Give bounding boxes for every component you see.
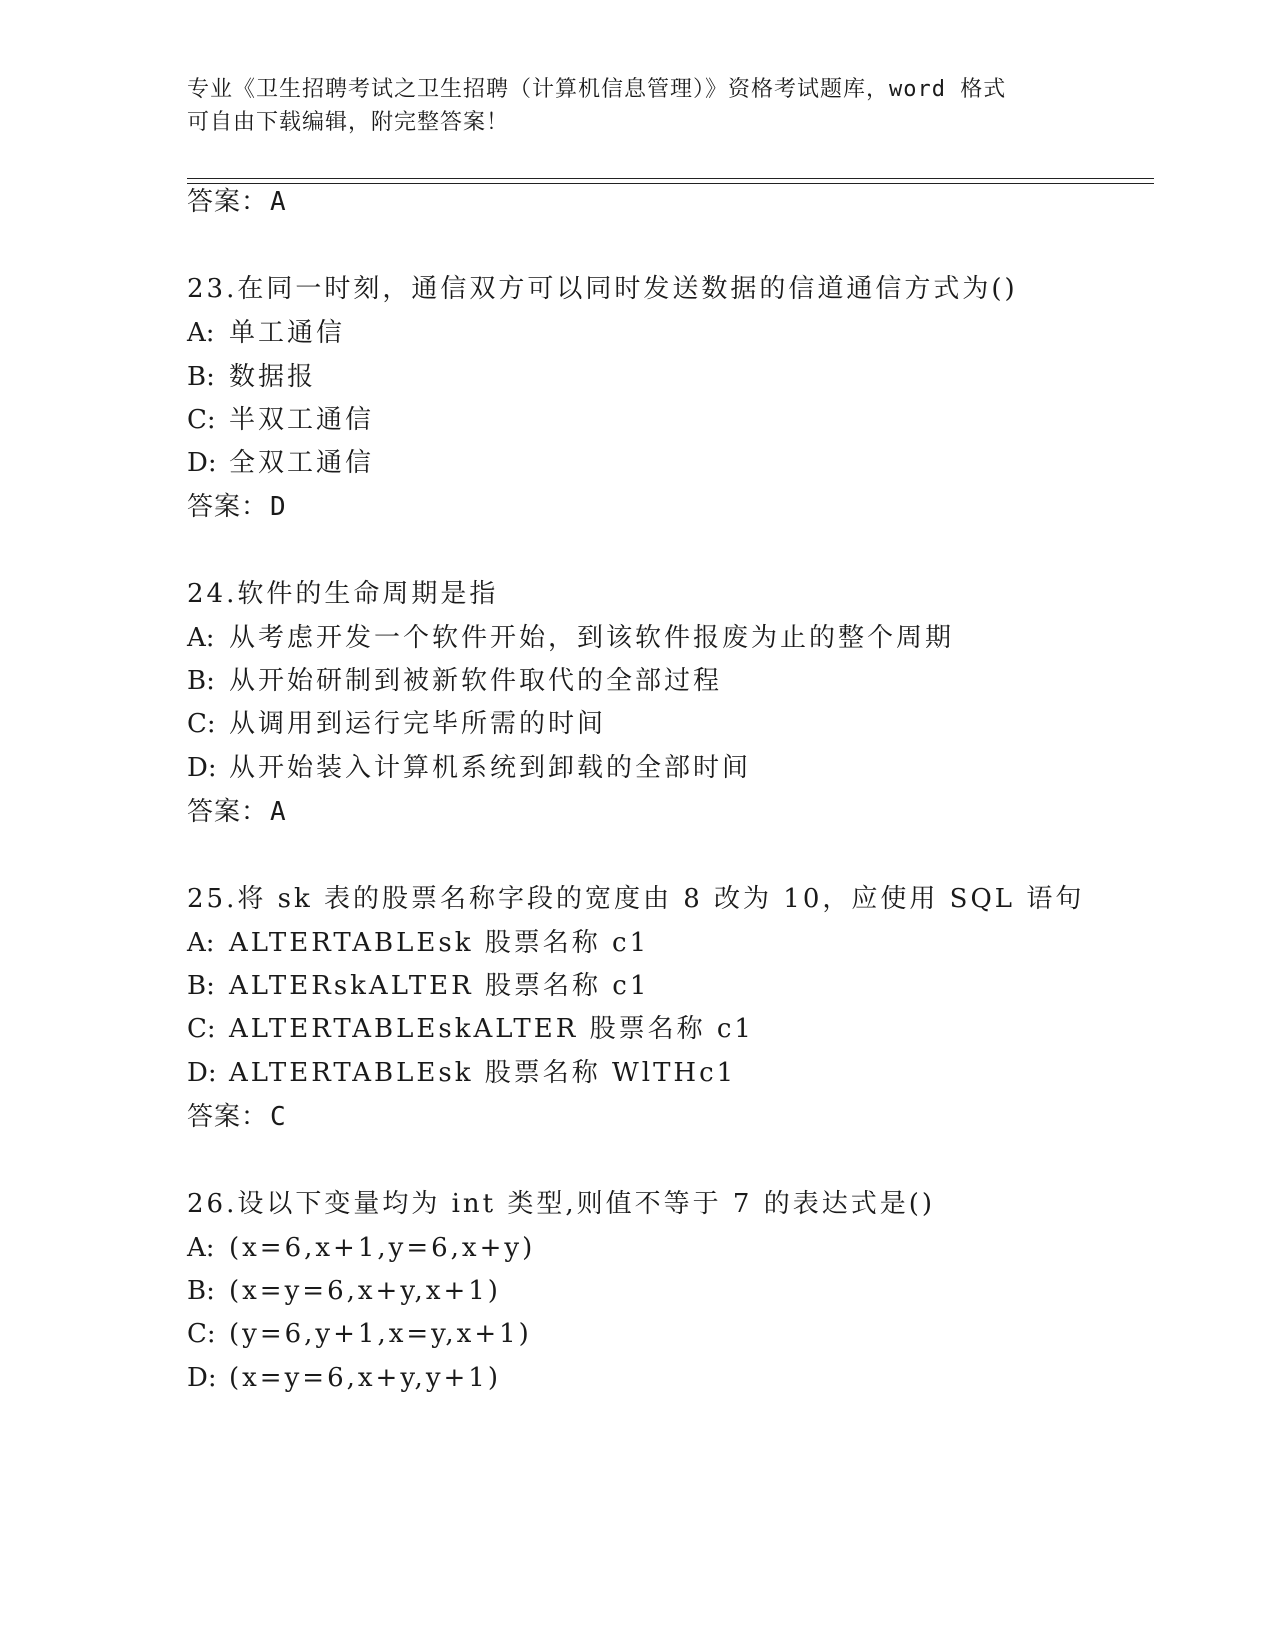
option-key: D: — [187, 1363, 217, 1393]
answer-line — [187, 796, 287, 828]
option-text: 从开始研制到被新软件取代的全部过程 — [229, 666, 723, 696]
option-key: B: — [187, 666, 215, 696]
header-line-1: 专业《卫生招聘考试之卫生招聘（计算机信息管理）》资格考试题库，word 格式 — [187, 77, 1007, 102]
header-line-2: 可自由下载编辑，附完整答案！ — [187, 110, 510, 135]
option-line — [187, 404, 374, 436]
option-text: 从开始装入计算机系统到卸载的全部时间 — [229, 753, 752, 783]
option-key: A: — [187, 928, 215, 958]
option-line — [187, 361, 316, 393]
option-text: 全双工通信 — [229, 448, 375, 478]
header-divider-top — [187, 178, 1154, 179]
answer-line — [187, 186, 287, 218]
option-line — [187, 927, 649, 959]
option-line — [187, 1318, 532, 1350]
option-line — [187, 1232, 535, 1264]
question-text: 24.软件的生命周期是指 — [187, 579, 499, 609]
answer-label: 答案： — [187, 797, 269, 827]
option-key: B: — [187, 971, 215, 1001]
option-text: (x=6,x+1,y=6,x+y) — [229, 1233, 536, 1263]
option-text: ALTERTABLEskALTER 股票名称 c1 — [229, 1014, 754, 1044]
question-text: 25.将 sk 表的股票名称字段的宽度由 8 改为 10，应使用 SQL 语句 — [187, 884, 1085, 914]
option-line — [187, 1275, 501, 1307]
option-key: B: — [187, 362, 215, 392]
option-key: D: — [187, 753, 217, 783]
option-key: C: — [187, 1014, 216, 1044]
header-divider-bottom — [187, 183, 1154, 184]
option-text: ALTERTABLEsk 股票名称 WlTHc1 — [229, 1058, 737, 1088]
answer-value: A — [270, 187, 287, 217]
option-text: ALTERskALTER 股票名称 c1 — [229, 971, 650, 1001]
option-key: A: — [187, 1233, 215, 1263]
option-line — [187, 752, 751, 784]
option-line — [187, 665, 722, 697]
option-key: D: — [187, 1058, 217, 1088]
option-line — [187, 317, 345, 349]
answer-label: 答案： — [187, 1102, 269, 1132]
option-text: (x=y=6,x+y,y+1) — [229, 1363, 501, 1393]
option-key: D: — [187, 448, 217, 478]
answer-value: C — [270, 1102, 287, 1132]
question-text: 23.在同一时刻，通信双方可以同时发送数据的信道通信方式为() — [187, 274, 1018, 304]
option-line — [187, 1013, 754, 1045]
answer-value: D — [270, 492, 287, 522]
option-key: B: — [187, 1276, 215, 1306]
option-text: 单工通信 — [229, 318, 346, 348]
option-line — [187, 622, 954, 654]
option-text: ALTERTABLEsk 股票名称 c1 — [229, 928, 650, 958]
answer-label: 答案： — [187, 187, 269, 217]
option-key: C: — [187, 1319, 216, 1349]
option-line — [187, 708, 606, 740]
option-text: 从考虑开发一个软件开始，到该软件报废为止的整个周期 — [229, 623, 955, 653]
option-text: 数据报 — [229, 362, 317, 392]
option-key: C: — [187, 709, 216, 739]
option-text: 半双工通信 — [229, 405, 375, 435]
option-line — [187, 1362, 501, 1394]
answer-value: A — [270, 797, 287, 827]
option-line — [187, 447, 374, 479]
answer-label: 答案： — [187, 492, 269, 522]
answer-line — [187, 1101, 287, 1133]
option-text: (x=y=6,x+y,x+1) — [229, 1276, 501, 1306]
option-key: A: — [187, 318, 215, 348]
page-header — [187, 73, 1087, 139]
option-key: A: — [187, 623, 215, 653]
answer-line — [187, 491, 287, 523]
option-text: 从调用到运行完毕所需的时间 — [229, 709, 607, 739]
option-line — [187, 970, 649, 1002]
option-line — [187, 1057, 736, 1089]
question-text: 26.设以下变量均为 int 类型,则值不等于 7 的表达式是() — [187, 1189, 936, 1219]
option-key: C: — [187, 405, 216, 435]
option-text: (y=6,y+1,x=y,x+1) — [229, 1319, 532, 1349]
